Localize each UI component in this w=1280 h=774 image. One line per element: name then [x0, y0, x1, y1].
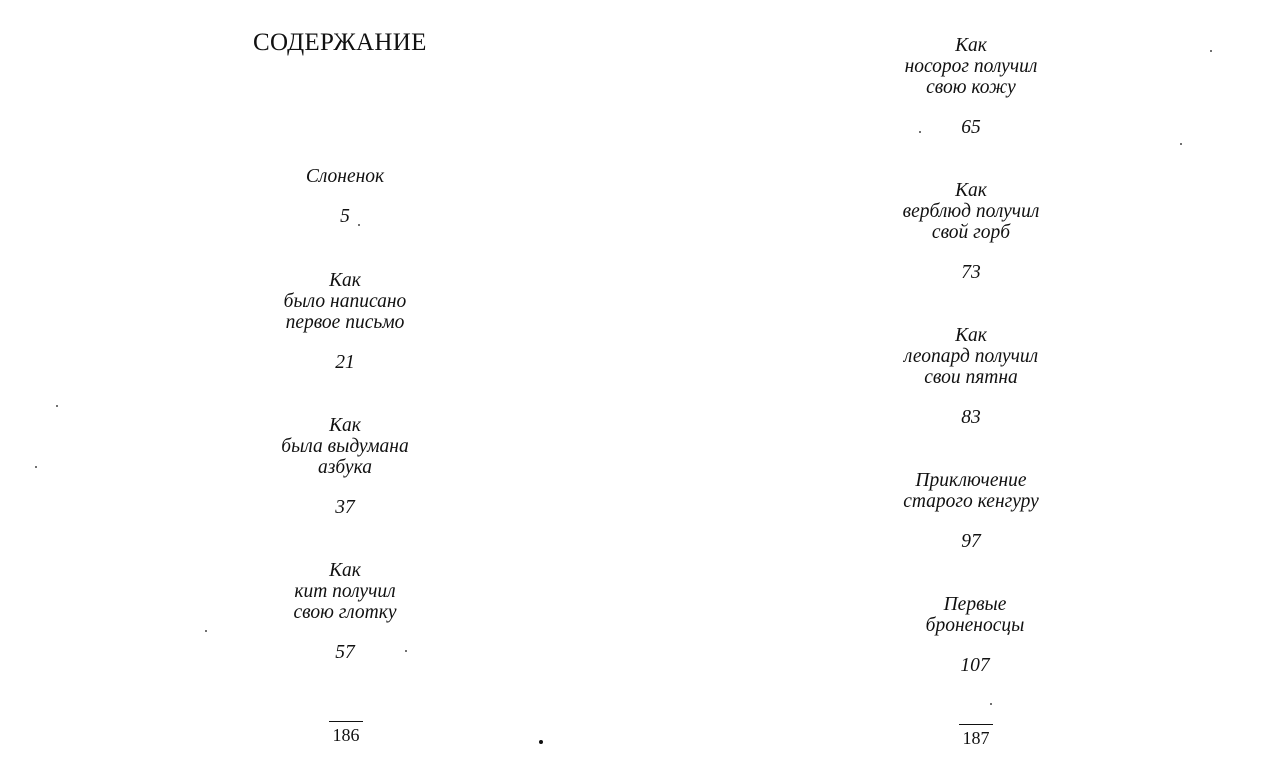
- toc-entry-title: Слоненок: [305, 166, 385, 187]
- toc-entry-camel[interactable]: [841, 180, 1101, 283]
- toc-entry-page-number: 5: [340, 206, 350, 227]
- toc-entry-title: Как носорог получил свою кожу: [904, 35, 1038, 98]
- toc-entry-alphabet[interactable]: [215, 415, 475, 518]
- toc-entry-leopard[interactable]: [841, 325, 1101, 428]
- toc-entry-title: Как верблюд получил свой горб: [902, 180, 1040, 243]
- scan-speck: [205, 630, 207, 632]
- page-folio-right: 187: [946, 724, 1006, 749]
- scan-speck: [405, 650, 407, 652]
- right-page: [640, 0, 1280, 774]
- toc-entry-title: Приключение старого кенгуру: [903, 470, 1039, 512]
- toc-entry-title: Первые броненосцы: [925, 594, 1025, 636]
- toc-entry-title: Как было написано первое письмо: [283, 270, 407, 333]
- toc-entry-title: Как была выдумана азбука: [281, 415, 409, 478]
- folio-rule: [959, 724, 993, 725]
- scan-speck: [990, 703, 992, 705]
- scan-speck: [56, 405, 58, 407]
- toc-entry-armadillos[interactable]: [845, 594, 1105, 676]
- folio-rule: [329, 721, 363, 722]
- scan-speck: [539, 740, 543, 744]
- scan-speck: [358, 224, 360, 226]
- toc-entry-whale[interactable]: [215, 560, 475, 663]
- toc-entry-title: Как леопард получил свои пятна: [903, 325, 1039, 388]
- toc-entry-page-number: 73: [961, 262, 981, 283]
- toc-entry-slonenok[interactable]: [215, 166, 475, 227]
- toc-entry-title: Как кит получил свою глотку: [293, 560, 397, 623]
- contents-heading: СОДЕРЖАНИЕ: [253, 29, 427, 56]
- toc-entry-page-number: 21: [335, 352, 355, 373]
- scan-speck: [35, 466, 37, 468]
- scan-speck: [1180, 143, 1182, 145]
- scan-speck: [919, 131, 921, 133]
- toc-entry-page-number: 57: [335, 642, 355, 663]
- scan-speck: [1210, 50, 1212, 52]
- toc-entry-rhinoceros[interactable]: [841, 35, 1101, 138]
- page-folio-left: 186: [316, 721, 376, 746]
- toc-entry-first-letter[interactable]: [215, 270, 475, 373]
- toc-entry-page-number: 97: [961, 531, 981, 552]
- toc-entry-page-number: 83: [961, 407, 981, 428]
- toc-entry-page-number: 37: [335, 497, 355, 518]
- toc-entry-page-number: 107: [960, 655, 990, 676]
- toc-entry-kangaroo[interactable]: [841, 470, 1101, 552]
- toc-entry-page-number: 65: [961, 117, 981, 138]
